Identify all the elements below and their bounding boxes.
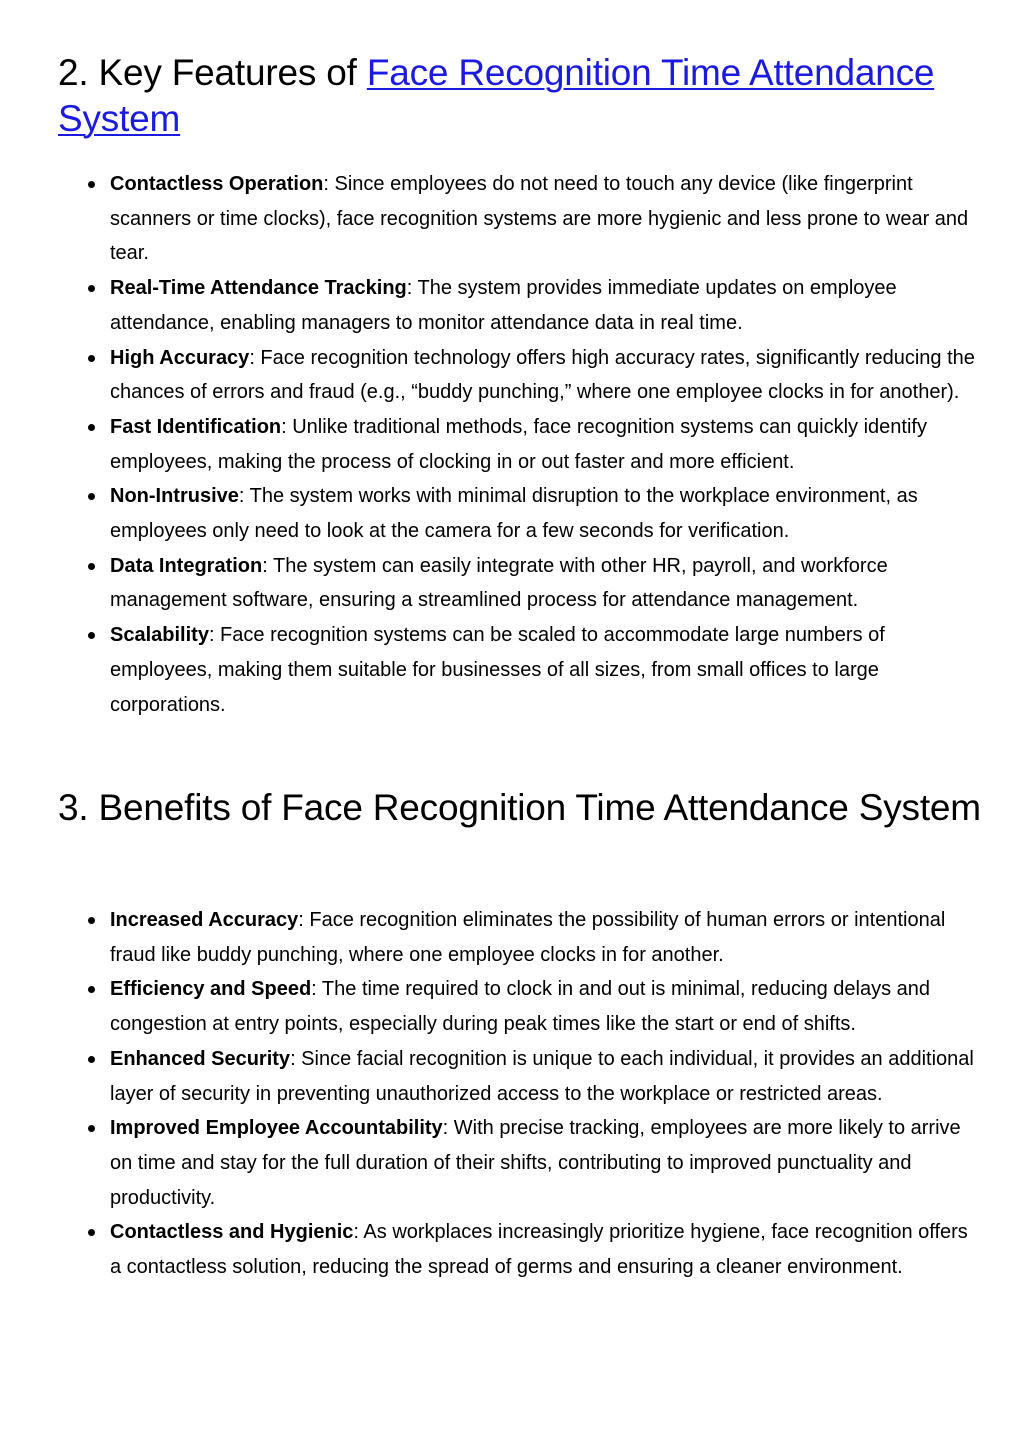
bullet-icon bbox=[88, 181, 95, 188]
list-item bbox=[110, 271, 980, 340]
item-text: : The system can easily integrate with other HR, payroll, and workforce management software, ensuring a streamlined process for attendance management. bbox=[110, 554, 888, 612]
list-item bbox=[110, 167, 980, 271]
item-text: : The system provides immediate updates on employee attendance, enabling managers to monitor attendance data in real time. bbox=[110, 277, 897, 334]
heading-prefix: 2. Key Features of bbox=[58, 52, 367, 93]
item-text: : The time required to clock in and out is minimal, reducing delays and congestion at entry points, especially during peak times like the start or end of shifts. bbox=[110, 978, 931, 1036]
bullet-icon bbox=[88, 424, 95, 431]
key-features-list bbox=[110, 167, 980, 722]
item-text: : With precise tracking, employees are more likely to arrive on time and stay for the full duration of their shifts, contributing to improved punctuality and productivity. bbox=[110, 1117, 961, 1209]
list-item bbox=[110, 410, 980, 479]
item-term: Improved Employee Accountability bbox=[110, 1117, 443, 1140]
item-term: Non-Intrusive bbox=[110, 485, 239, 508]
face-recognition-link[interactable]: Face Recognition Time Attendance System bbox=[58, 52, 935, 139]
item-text: : Face recognition technology offers high accuracy rates, significantly reducing the chances of errors and fraud (e.g., “buddy punching,” where one employee clocks in for another). bbox=[110, 346, 975, 404]
bullet-icon bbox=[88, 563, 95, 570]
item-term: Scalability bbox=[110, 624, 209, 647]
item-term: Enhanced Security bbox=[110, 1047, 291, 1070]
item-term: Real-Time Attendance Tracking bbox=[110, 277, 407, 300]
bullet-icon bbox=[88, 355, 95, 362]
list-item bbox=[110, 903, 980, 972]
item-term: Fast Identification bbox=[110, 415, 282, 438]
list-item bbox=[110, 341, 980, 410]
item-text: : The system works with minimal disruption to the workplace environment, as employees only need to look at the camera for a few seconds for verification. bbox=[110, 485, 918, 543]
item-text: : As workplaces increasingly prioritize hygiene, face recognition offers a contactless solution, reducing the spread of germs and ensuring a cleaner environment. bbox=[110, 1221, 968, 1279]
list-item bbox=[110, 479, 980, 548]
bullet-icon bbox=[88, 493, 95, 500]
list-item bbox=[110, 1215, 980, 1284]
list-item bbox=[110, 618, 980, 722]
item-text: : Face recognition eliminates the possibility of human errors or intentional fraud like buddy punching, where one employee clocks in for another. bbox=[110, 909, 946, 966]
item-term: High Accuracy bbox=[110, 346, 250, 369]
item-text: : Unlike traditional methods, face recognition systems can quickly identify employees, making the process of clocking in or out faster and more efficient. bbox=[110, 415, 927, 473]
bullet-icon bbox=[88, 986, 95, 993]
bullet-icon bbox=[88, 1229, 95, 1236]
bullet-icon bbox=[88, 285, 95, 292]
benefits-list bbox=[110, 903, 980, 1285]
item-text: : Since facial recognition is unique to each individual, it provides an additional layer of security in preventing unauthorized access to the workplace or restricted areas. bbox=[110, 1047, 974, 1105]
item-text: : Face recognition systems can be scaled to accommodate large numbers of employees, making them suitable for businesses of all sizes, from small offices to large corporations. bbox=[110, 624, 885, 716]
bullet-icon bbox=[88, 632, 95, 639]
bullet-icon bbox=[88, 917, 95, 924]
list-item bbox=[110, 1111, 980, 1215]
item-term: Efficiency and Speed bbox=[110, 978, 312, 1001]
item-term: Contactless and Hygienic bbox=[110, 1221, 354, 1244]
section-heading-benefits: 3. Benefits of Face Recognition Time Attendance System bbox=[58, 787, 981, 828]
section-heading-key-features bbox=[58, 50, 988, 142]
bullet-icon bbox=[88, 1125, 95, 1132]
list-item bbox=[110, 549, 980, 618]
item-term: Increased Accuracy bbox=[110, 909, 299, 931]
item-text: : Since employees do not need to touch any device (like fingerprint scanners or time clocks), face recognition systems are more hygienic and less prone to wear and tear. bbox=[110, 173, 969, 265]
list-item bbox=[110, 1042, 980, 1111]
item-term: Data Integration bbox=[110, 554, 263, 577]
bullet-icon bbox=[88, 1056, 95, 1063]
item-term: Contactless Operation bbox=[110, 173, 324, 195]
list-item bbox=[110, 972, 980, 1041]
